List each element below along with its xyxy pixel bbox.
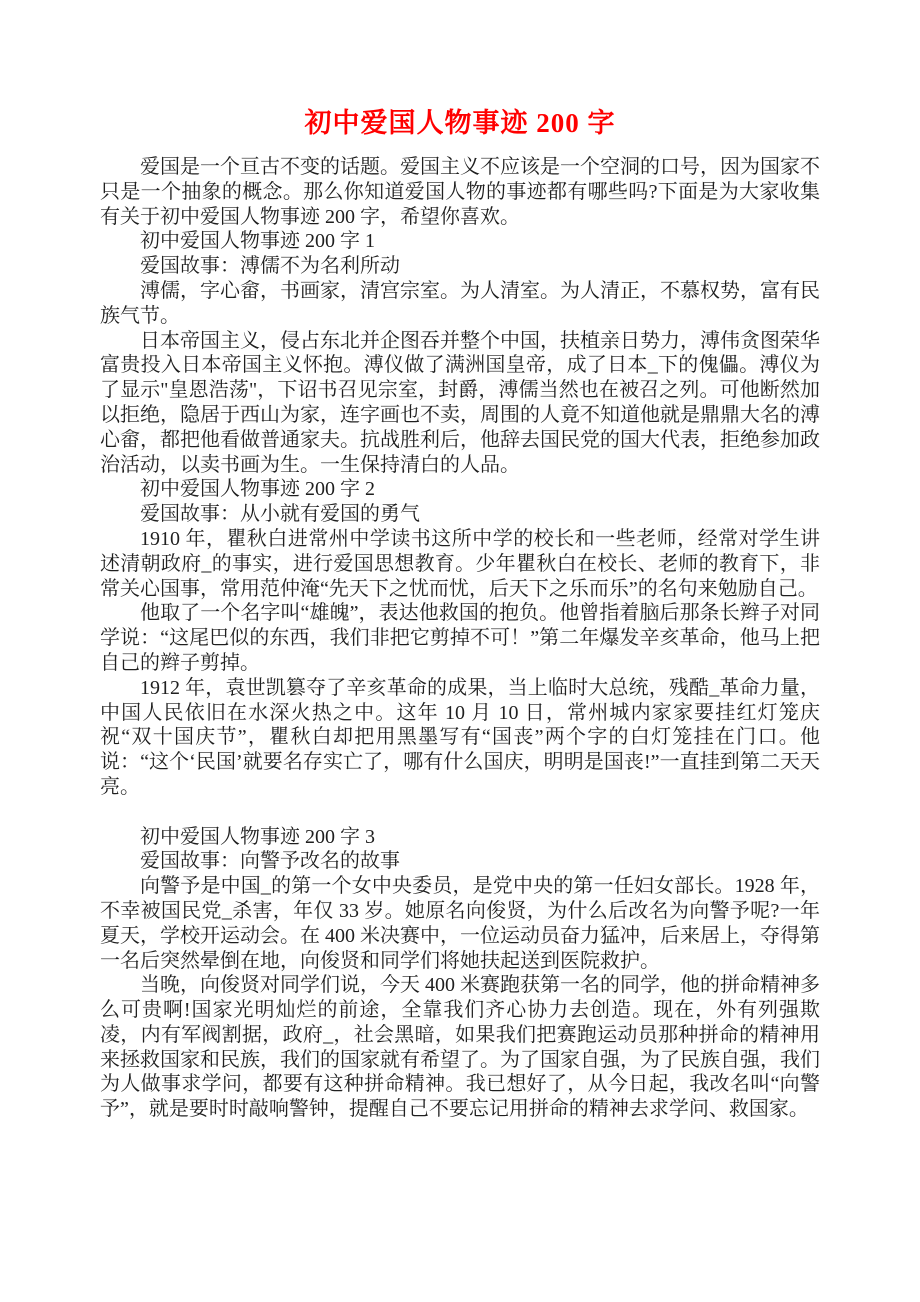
section-heading: 爱国故事：溥儒不为名利所动 [140, 255, 400, 278]
section-heading: 初中爱国人物事迹 200 字 3 [140, 825, 375, 848]
paragraph: 日本帝国主义，侵占东北并企图吞并整个中国，扶植亲日势力，溥伟贪图荣华富贵投入日本帝国主义怀抱。溥仪做了满洲国皇帝，成了日本_下的傀儡。溥仪为了显示"皇恩浩荡"，下诏书召见宗室，封爵，溥儒当然也在被召之列。可他断然加以拒绝，隐居于西山为家，连字画也不卖，周围的人竟不知道他就是鼎鼎大名的溥心畲，都把他看做普通家夫。抗战胜利后，他辞去国民党的国大代表，拒绝参加政治活动，以卖书画为生。一生保持清白的人品。 [100, 329, 820, 476]
section-heading: 爱国故事：向警予改名的故事 [140, 850, 400, 873]
paragraph: 溥儒，字心畲，书画家，清宫宗室。为人清室。为人清正，不慕权势，富有民族气节。 [100, 279, 820, 327]
paragraph: 1910 年，瞿秋白进常州中学读书这所中学的校长和一些老师，经常对学生讲述清朝政府_的事实，进行爱国思想教育。少年瞿秋白在校长、老师的教育下，非常关心国事，常用范仲淹“先天下之忧而忧，后天下之乐而乐”的名句来勉励自己。 [100, 527, 820, 600]
blank-line [100, 800, 820, 825]
section-heading: 初中爱国人物事迹 200 字 2 [140, 478, 375, 501]
section-heading: 初中爱国人物事迹 200 字 1 [140, 230, 375, 253]
paragraph: 他取了一个名字叫“雄魄”，表达他救国的抱负。他曾指着脑后那条长辫子对同学说：“这尾巴似的东西，我们非把它剪掉不可！”第二年爆发辛亥革命，他马上把自己的辫子剪掉。 [100, 602, 820, 674]
paragraph: 当晚，向俊贤对同学们说，今天 400 米赛跑获第一名的同学，他的拼命精神多么可贵啊!国家光明灿烂的前途，全靠我们齐心协力去创造。现在，外有列强欺凌，内有军阀割据，政府_，社会黑暗，如果我们把赛跑运动员那种拼命的精神用来拯救国家和民族，我们的国家就有希望了。为了国家自强，为了民族自强，我们为人做事求学问，都要有这种拼命精神。我已想好了，从今日起，我改名叫“向警予”，就是要时时敲响警钟，提醒自己不要忘记用拼命的精神去求学问、救国家。 [100, 974, 820, 1121]
document-title: 初中爱国人物事迹 200 字 [304, 108, 616, 138]
document-body [100, 155, 820, 1122]
section-heading: 爱国故事：从小就有爱国的勇气 [140, 503, 420, 526]
paragraph: 爱国是一个亘古不变的话题。爱国主义不应该是一个空洞的口号，因为国家不只是一个抽象的概念。那么你知道爱国人物的事迹都有哪些吗?下面是为大家收集有关于初中爱国人物事迹 200 字，希望你喜欢。 [100, 156, 820, 228]
paragraph: 1912 年，袁世凯篡夺了辛亥革命的成果，当上临时大总统，残酷_革命力量，中国人民依旧在水深火热之中。这年 10 月 10 日，常州城内家家要挂红灯笼庆祝“双十国庆节”，瞿秋白却把用黑墨写有“国丧”两个字的白灯笼挂在门口。他说：“这个‘民国’就要名存实亡了，哪有什么国庆，明明是国丧!”一直挂到第二天天亮。 [100, 676, 820, 798]
paragraph: 向警予是中国_的第一个女中央委员，是党中央的第一任妇女部长。1928 年，不幸被国民党_杀害，年仅 33 岁。她原名向俊贤，为什么后改名为向警予呢?一年夏天，学校开运动会。在 400 米决赛中，一位运动员奋力猛冲，后来居上，夺得第一名后突然晕倒在地，向俊贤和同学们将她扶起送到医院救护。 [100, 875, 820, 972]
